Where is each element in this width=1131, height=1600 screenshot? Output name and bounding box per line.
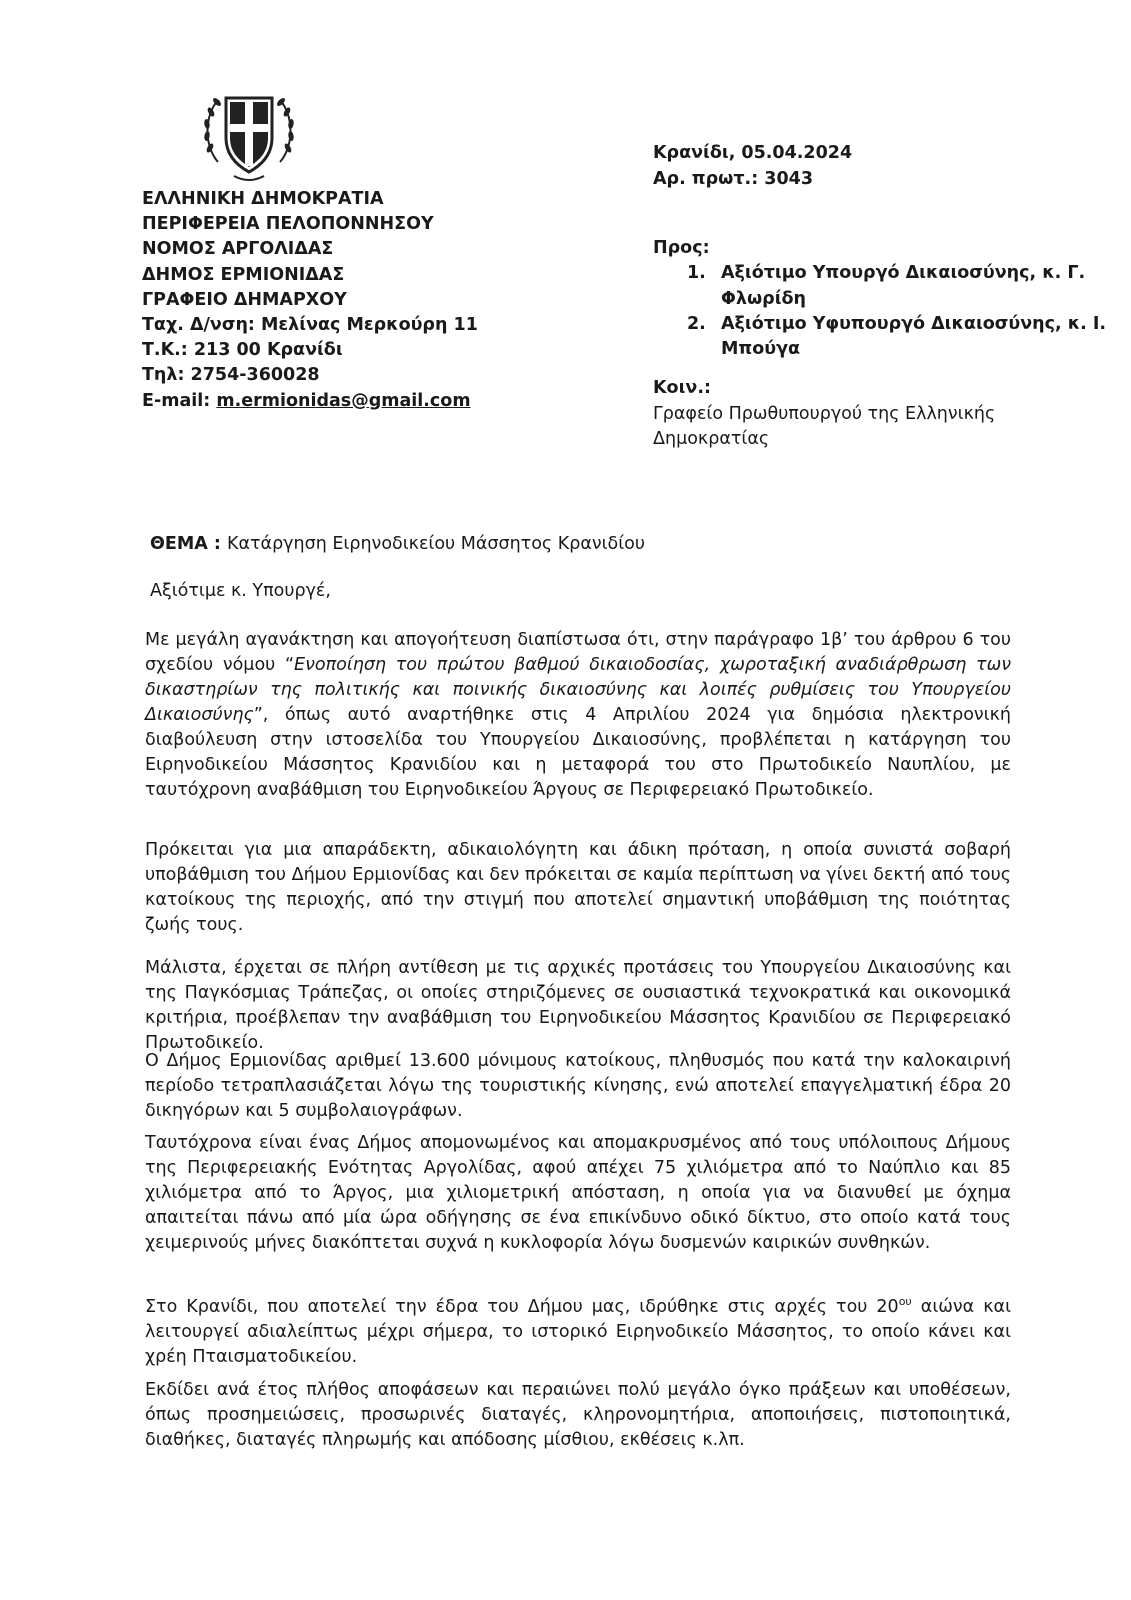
recipient-number: 1. (687, 263, 706, 284)
body-paragraph (145, 838, 1011, 938)
recipient-item (653, 261, 1131, 312)
sender-municipality: ΔΗΜΟΣ ΕΡΜΙΟΝΙΔΑΣ (142, 264, 345, 285)
paragraph-text: Στο Κρανίδι, που αποτελεί την έδρα του Δήμου μας, ιδρύθηκε στις αρχές του 20 (145, 1296, 899, 1317)
subject-label: ΘΕΜΑ : (150, 534, 227, 554)
body-paragraph (145, 1049, 1011, 1124)
sender-postal-code: Τ.Κ.: 213 00 Κρανίδι (142, 340, 343, 361)
recipients-label: Προς: (653, 238, 710, 258)
paragraph-text: ”, όπως αυτό αναρτήθηκε στις 4 Απριλίου 2024 για δημόσια ηλεκτρονική διαβούλευση στην ιστοσελίδα του Υπουργείου Δικαιοσύνης, προβλέπεται η κατάργηση του Ειρηνοδικείου Μάσσητος Κρανιδίου και η μεταφορά του στο Πρωτοδικείο Ναυπλίου, με ταυτόχρονη αναβάθμιση του Ειρηνοδικείου Άργους σε Περιφερειακό Πρωτοδικείο. (145, 705, 1011, 800)
sender-office: ΓΡΑΦΕΙΟ ΔΗΜΑΡΧΟΥ (142, 289, 347, 310)
sender-email-label: E-mail: (142, 390, 217, 411)
sender-prefecture: ΝΟΜΟΣ ΑΡΓΟΛΙΔΑΣ (142, 239, 334, 260)
sender-block (142, 187, 478, 414)
bill-title: Ενοποίηση του πρώτου βαθμού δικαιοδοσίας, χωροταξική αναδιάρθρωση των δικαστηρίων της πολιτικής και ποινικής δικαιοσύνης και λοιπές ρυθμίσεις του Υπουργείου Δικαιοσύνης (145, 655, 1011, 725)
body-paragraph (145, 1131, 1011, 1256)
place-date: Κρανίδι, 05.04.2024 (653, 143, 853, 163)
recipients-list (653, 261, 1131, 362)
cc-label: Κοιν.: (653, 378, 711, 399)
paragraph-text: Πρόκειται για μια απαράδεκτη, αδικαιολόγητη και άδικη πρόταση, η οποία συνιστά σοβαρή υποβάθμιση του Δήμου Ερμιονίδας και δεν πρόκειται σε καμία περίπτωση να γίνει δεκτή από τους κατοίκους της περιοχής, από την στιγμή που αποτελεί σημαντική υποβάθμιση της ποιότητας ζωής τους. (145, 840, 1011, 935)
body-paragraph (145, 628, 1011, 803)
cc-text: Γραφείο Πρωθυπουργού της Ελληνικής Δημοκρατίας (653, 403, 996, 450)
paragraph-text: Με μεγάλη αγανάκτηση και απογοήτευση διαπίστωσα ότι, στην παράγραφο 1β’ του άρθρου 6 του σχεδίου νόμου “ (145, 630, 1011, 675)
paragraph-text: Ο Δήμος Ερμιονίδας αριθμεί 13.600 μόνιμους κατοίκους, πληθυσμός που κατά την καλοκαιρινή περίοδο τετραπλασιάζεται λόγω της τουριστικής κίνησης, ενώ αποτελεί επαγγελματική έδρα 20 δικηγόρων και 5 συμβολαιογράφων. (145, 1051, 1011, 1121)
sender-region: ΠΕΡΙΦΕΡΕΙΑ ΠΕΛΟΠΟΝΝΗΣΟΥ (142, 214, 434, 235)
greek-state-emblem (196, 80, 302, 186)
sender-address: Ταχ. Δ/νση: Μελίνας Μερκούρη 11 (142, 315, 478, 336)
recipient-number: 2. (687, 313, 706, 334)
date-protocol-block (653, 140, 852, 192)
paragraph-text: Εκδίδει ανά έτος πλήθος αποφάσεων και περαιώνει πολύ μεγάλο όγκο πράξεων και υποθέσεων, όπως προσημειώσεις, προσωρινές διαταγές, κληρονομητήρια, αποποιήσεις, πιστοποιητικά, διαθήκες, διαταγές πληρωμής και απόδοσης μίσθιου, εκθέσεις κ.λπ. (145, 1380, 1011, 1450)
recipient-text: Αξιότιμο Υφυπουργό Δικαιοσύνης, κ. Ι. Μπούγα (721, 313, 1107, 360)
body-paragraph (145, 1289, 1011, 1370)
recipient-item (653, 312, 1131, 363)
body-paragraph (145, 956, 1011, 1056)
sender-country: ΕΛΛΗΝΙΚΗ ΔΗΜΟΚΡΑΤΙΑ (142, 189, 384, 209)
superscript: ου (898, 1295, 912, 1308)
paragraph-text: Μάλιστα, έρχεται σε πλήρη αντίθεση με τις αρχικές προτάσεις του Υπουργείου Δικαιοσύνης και της Παγκόσμιας Τράπεζας, οι οποίες στηριζόμενες σε ουσιαστικά τεχνοκρατικά και οικονομικά κριτήρια, προέβλεπαν την αναβάθμιση του Ειρηνοδικείου Μάσσητος Κρανιδίου σε Περιφερειακό Πρωτοδικείο. (145, 958, 1011, 1053)
recipients-block (653, 236, 1131, 452)
sender-phone: Τηλ: 2754-360028 (142, 365, 320, 386)
paragraph-text: Ταυτόχρονα είναι ένας Δήμος απομονωμένος και απομακρυσμένος από τους υπόλοιπους Δήμους της Περιφερειακής Ενότητας Αργολίδας, αφού απέχει 75 χιλιόμετρα από το Ναύπλιο και 85 χιλιόμετρα από το Άργος, μια χιλιομετρική απόσταση, η οποία για να διανυθεί με όχημα απαιτείται πάνω από μία ώρα οδήγησης σε ένα επικίνδυνο οδικό δίκτυο, στο οποίο κατά τους χειμερινούς μήνες διακόπτεται συχνά η κυκλοφορία λόγω δυσμενών καιρικών συνθηκών. (145, 1133, 1011, 1253)
subject-line (150, 534, 645, 554)
recipient-text: Αξιότιμο Υπουργό Δικαιοσύνης, κ. Γ. Φλωρίδη (721, 263, 1086, 309)
subject-text: Κατάργηση Ειρηνοδικείου Μάσσητος Κρανιδίου (226, 534, 646, 554)
sender-email-link[interactable]: m.ermionidas@gmail.com (216, 390, 471, 411)
salutation: Αξιότιμε κ. Υπουργέ, (150, 581, 331, 601)
body-paragraph (145, 1378, 1011, 1453)
sender-email-line (142, 389, 478, 414)
paragraph-text: αιώνα και λειτουργεί αδιαλείπτως μέχρι σήμερα, το ιστορικό Ειρηνοδικείο Μάσσητος, το οποίο κάνει και χρέη Πταισματοδικείου. (145, 1296, 1011, 1367)
protocol-number: Αρ. πρωτ.: 3043 (653, 169, 814, 189)
